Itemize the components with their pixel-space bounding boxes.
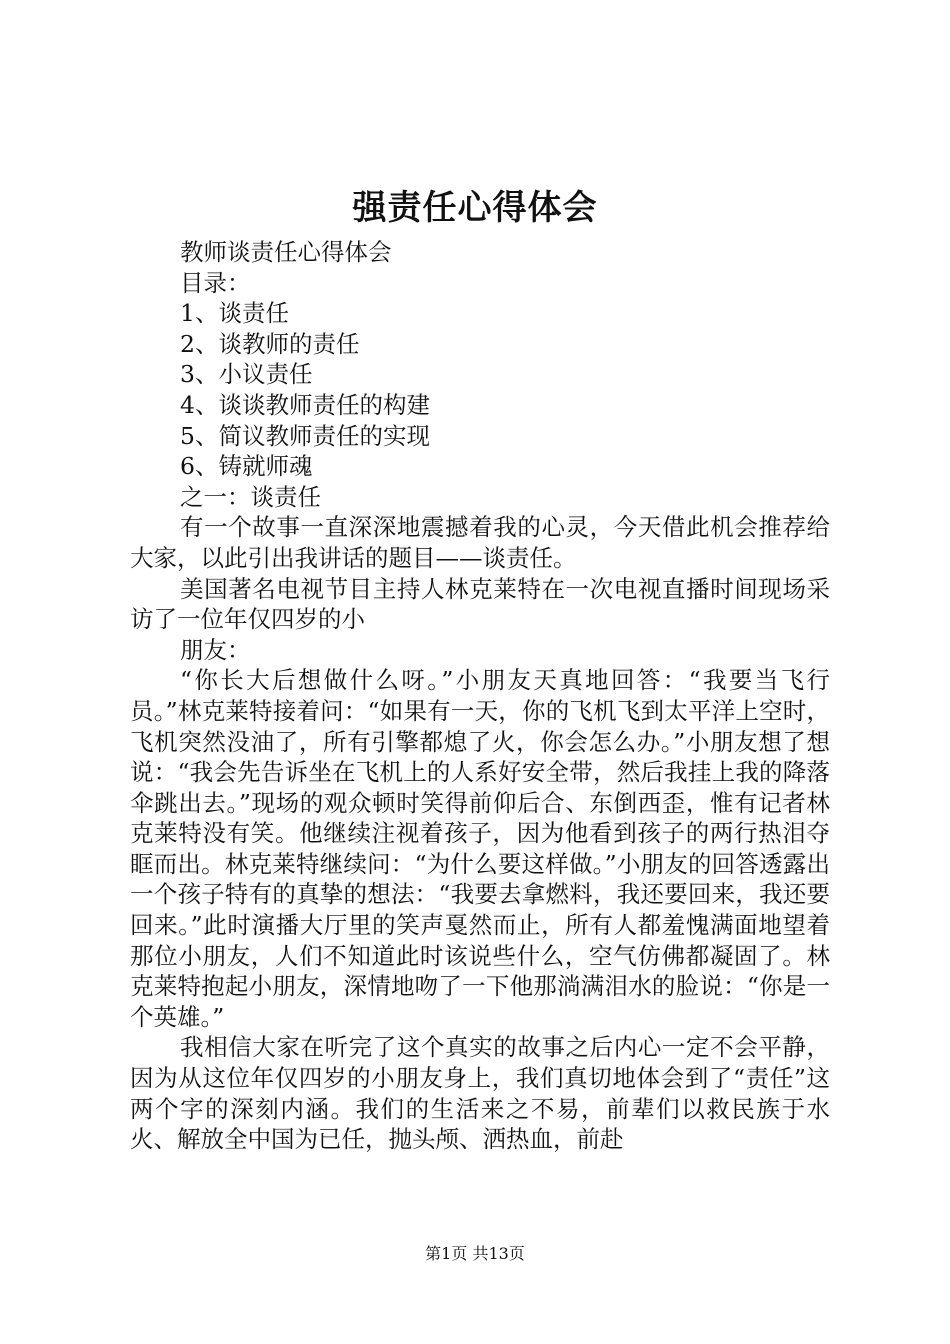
body-paragraph: 有一个故事一直深深地震撼着我的心灵，今天借此机会推荐给大家，以此引出我讲话的题目——谈责任。 [130, 513, 830, 572]
body-paragraph: 我相信大家在听完了这个真实的故事之后内心一定不会平静，因为从这位年仅四岁的小朋友身上，我们真切地体会到了“责任”这两个字的深刻内涵。我们的生活来之不易，前辈们以救民族于水火、解放全中国为已任，抛头颅、洒热血，前赴 [130, 1033, 830, 1154]
body-paragraph: 美国著名电视节目主持人林克莱特在一次电视直播时间现场采访了一位年仅四岁的小 [130, 574, 830, 634]
body-paragraph: 朋友： [180, 635, 251, 664]
toc-item: 1、谈责任 [180, 299, 289, 328]
page-footer: 第1页 共13页 [425, 1244, 525, 1263]
toc-item: 2、谈教师的责任 [180, 329, 360, 358]
document-body [130, 237, 830, 1155]
document-title: 强责任心得体会 [352, 188, 598, 228]
toc-item: 6、铸就师魂 [180, 452, 313, 481]
subtitle-paragraph: 教师谈责任心得体会 [180, 238, 392, 266]
toc-item: 5、简议教师责任的实现 [180, 421, 430, 450]
toc-heading: 目录： [180, 268, 251, 297]
section-heading: 之一：谈责任 [180, 482, 321, 511]
body-paragraph: “你长大后想做什么呀。”小朋友天真地回答：“我要当飞行员。”林克莱特接着问：“如果有一天，你的飞机飞到太平洋上空时，飞机突然没油了，所有引擎都熄了火，你会怎么办。”小朋友想了想说：“我会先告诉坐在飞机上的人系好安全带，然后我挂上我的降落伞跳出去。”现场的观众顿时笑得前仰后合、东倒西歪，惟有记者林克莱特没有笑。他继续注视着孩子，因为他看到孩子的两行热泪夺眶而出。林克莱特继续问：“为什么要这样做。”小朋友的回答透露出一个孩子特有的真挚的想法：“我要去拿燃料，我还要回来，我还要回来。”此时演播大厅里的笑声戛然而止，所有人都羞愧满面地望着那位小朋友，人们不知道此时该说些什么，空气仿佛都凝固了。林克莱特抱起小朋友，深情地吻了一下他那淌满泪水的脸说：“你是一个英雄。” [130, 666, 830, 1031]
toc-item: 4、谈谈教师责任的构建 [180, 390, 430, 419]
toc-item: 3、小议责任 [180, 360, 313, 389]
